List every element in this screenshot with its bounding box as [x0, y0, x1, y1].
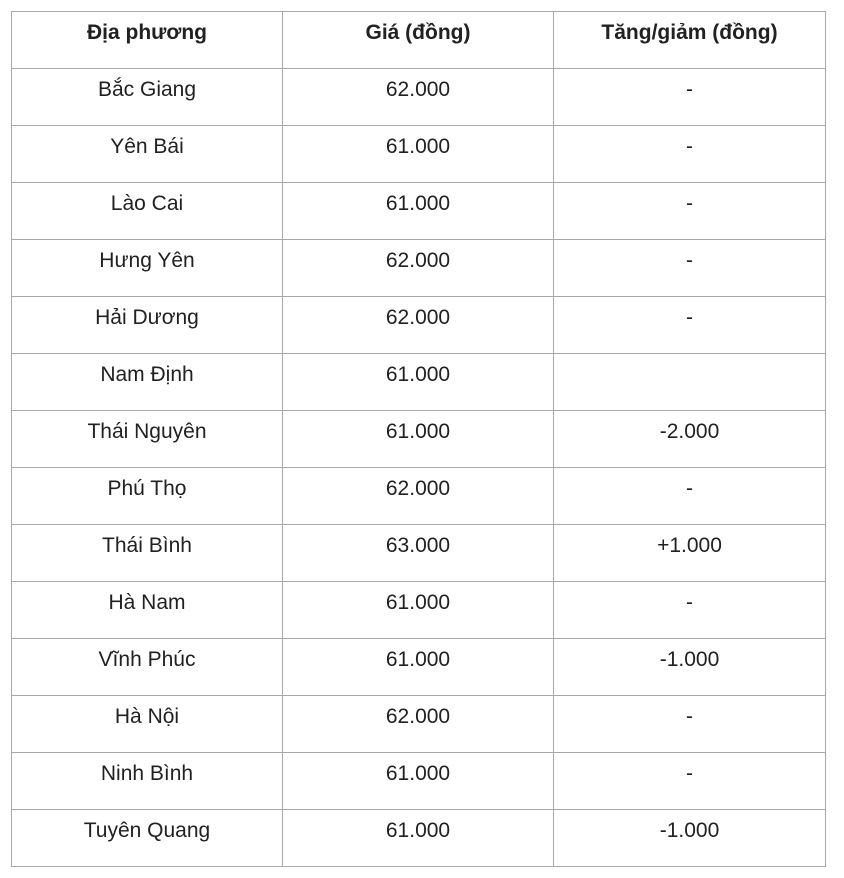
- cell-change: [554, 354, 826, 411]
- cell-region: Lào Cai: [12, 183, 283, 240]
- cell-region: Thái Bình: [12, 525, 283, 582]
- table-row: [12, 240, 826, 297]
- cell-change: -: [554, 126, 826, 183]
- price-table-container: [11, 11, 825, 867]
- cell-price: 61.000: [283, 354, 554, 411]
- table-row: [12, 126, 826, 183]
- cell-price: 61.000: [283, 183, 554, 240]
- cell-change: -: [554, 582, 826, 639]
- header-row: [12, 12, 826, 69]
- cell-change: -: [554, 69, 826, 126]
- cell-region: Hưng Yên: [12, 240, 283, 297]
- table-row: [12, 354, 826, 411]
- table-row: [12, 582, 826, 639]
- cell-change: -1.000: [554, 810, 826, 867]
- table-row: [12, 810, 826, 867]
- cell-price: 62.000: [283, 696, 554, 753]
- cell-price: 61.000: [283, 582, 554, 639]
- cell-change: -: [554, 468, 826, 525]
- cell-price: 63.000: [283, 525, 554, 582]
- cell-region: Thái Nguyên: [12, 411, 283, 468]
- table-row: [12, 753, 826, 810]
- cell-region: Yên Bái: [12, 126, 283, 183]
- cell-change: -: [554, 297, 826, 354]
- cell-region: Hà Nội: [12, 696, 283, 753]
- cell-price: 61.000: [283, 810, 554, 867]
- header-region: Địa phương: [12, 12, 283, 69]
- cell-region: Hà Nam: [12, 582, 283, 639]
- cell-region: Tuyên Quang: [12, 810, 283, 867]
- table-row: [12, 525, 826, 582]
- cell-price: 61.000: [283, 639, 554, 696]
- cell-change: -2.000: [554, 411, 826, 468]
- cell-region: Hải Dương: [12, 297, 283, 354]
- table-row: [12, 639, 826, 696]
- header-price: Giá (đồng): [283, 12, 554, 69]
- header-change: Tăng/giảm (đồng): [554, 12, 826, 69]
- cell-region: Phú Thọ: [12, 468, 283, 525]
- cell-change: -: [554, 753, 826, 810]
- cell-price: 62.000: [283, 468, 554, 525]
- cell-price: 62.000: [283, 69, 554, 126]
- table-header: [12, 12, 826, 69]
- cell-change: -: [554, 696, 826, 753]
- cell-region: Vĩnh Phúc: [12, 639, 283, 696]
- cell-region: Nam Định: [12, 354, 283, 411]
- cell-region: Bắc Giang: [12, 69, 283, 126]
- cell-change: -1.000: [554, 639, 826, 696]
- price-table: [11, 11, 826, 867]
- table-row: [12, 297, 826, 354]
- table-row: [12, 69, 826, 126]
- cell-region: Ninh Bình: [12, 753, 283, 810]
- cell-price: 61.000: [283, 753, 554, 810]
- cell-change: +1.000: [554, 525, 826, 582]
- cell-change: -: [554, 183, 826, 240]
- cell-price: 62.000: [283, 297, 554, 354]
- cell-change: -: [554, 240, 826, 297]
- table-body: [12, 69, 826, 867]
- table-row: [12, 411, 826, 468]
- table-row: [12, 696, 826, 753]
- table-row: [12, 468, 826, 525]
- cell-price: 61.000: [283, 126, 554, 183]
- cell-price: 62.000: [283, 240, 554, 297]
- table-row: [12, 183, 826, 240]
- cell-price: 61.000: [283, 411, 554, 468]
